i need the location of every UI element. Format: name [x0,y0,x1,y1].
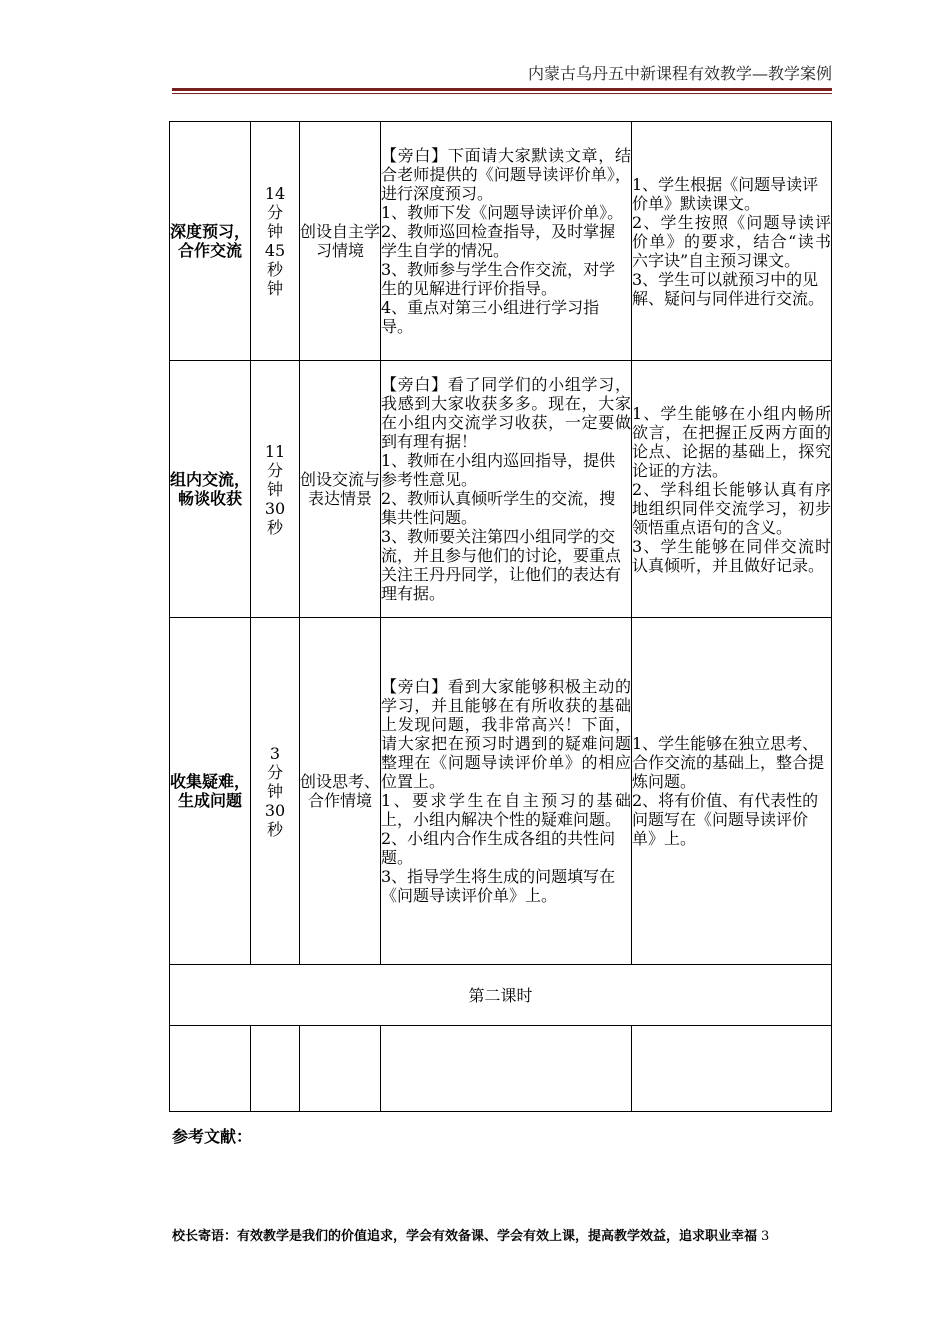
teacher-paragraph: 2、小组内合作生成各组的共性问题。 [381,829,616,867]
situation-cell: 创设自主学习情境 [300,122,381,361]
header-rule-thick [172,88,832,91]
table-row [170,122,832,361]
lesson-plan-table [169,121,832,1112]
teacher-paragraph: 3、教师参与学生合作交流，对学生的见解进行评价指导。 [381,260,616,298]
teacher-paragraph: 【旁白】看了同学们的小组学习，我感到大家收获多多。现在，大家在小组内交流学习收获，一定要做到有理有据！ [381,375,631,451]
teacher-paragraph: 【旁白】看到大家能够积极主动的学习，并且能够在有所收获的基础上发现问题，我非常高兴！下面，请大家把在预习时遇到的疑难问题整理在《问题导读评价单》的相应位置上。 [381,677,631,791]
empty-cell [632,1026,832,1112]
teacher-activity-cell [381,618,632,965]
table-row [170,361,832,618]
teacher-paragraph: 1、要求学生在自主预习的基础上，小组内解决个性的疑难问题。 [381,791,631,829]
student-paragraph: 2、学科组长能够认真有序地组织同伴交流学习，初步领悟重点语句的含义。 [632,479,831,537]
footer-motto: 校长寄语：有效教学是我们的价值追求，学会有效备课、学会有效上课，提高教学效益，追求职业幸福 [172,1229,758,1244]
table-row [170,618,832,965]
second-lesson-heading: 第二课时 [170,965,832,1026]
teacher-paragraph: 2、教师巡回检查指导，及时掌握学生自学的情况。 [381,222,616,260]
stage-cell: 组内交流，畅谈收获 [170,361,251,618]
teacher-activity-cell [381,122,632,361]
student-paragraph: 1、学生能够在小组内畅所欲言，在把握正反两方面的论点、论据的基础上，探究论证的方法。 [632,403,831,480]
time-cell: 14 分 钟 45 秒 钟 [251,122,300,361]
empty-cell [170,1026,251,1112]
page-number: 3 [761,1229,770,1244]
empty-cell [300,1026,381,1112]
teacher-paragraph: 3、教师要关注第四小组同学的交流，并且参与他们的讨论，要重点关注王丹丹同学，让他们的表达有理有据。 [381,527,622,603]
page-footer [172,1228,840,1246]
teacher-activity-cell [381,361,632,618]
teacher-paragraph: 1、教师下发《问题导读评价单》。 [381,203,624,222]
teacher-paragraph: 【旁白】下面请大家默读文章，结合老师提供的《问题导读评价单》，进行深度预习。 [381,146,631,203]
student-paragraph: 1、学生能够在独立思考、合作交流的基础上，整合提炼问题。 [632,734,825,791]
student-activity-cell [632,122,832,361]
table-row [170,1026,832,1112]
empty-cell [381,1026,632,1112]
references-label: 参考文献： [172,1127,253,1146]
empty-cell [251,1026,300,1112]
time-cell: 3 分 钟 30 秒 [251,618,300,965]
situation-cell: 创设思考、合作情境 [300,618,381,965]
stage-cell: 收集疑难，生成问题 [170,618,251,965]
student-paragraph: 3、学生能够在同伴交流时认真倾听，并且做好记录。 [632,536,831,575]
student-paragraph: 1、学生根据《问题导读评价单》默读课文。 [632,174,819,213]
time-cell: 11 分 钟 30 秒 [251,361,300,618]
student-paragraph: 2、将有价值、有代表性的问题写在《问题导读评价单》上。 [632,791,819,848]
table-row [170,965,832,1026]
teacher-paragraph: 3、指导学生将生成的问题填写在《问题导读评价单》上。 [381,867,616,905]
student-paragraph: 3、学生可以就预习中的见解、疑问与同伴进行交流。 [632,269,825,308]
student-activity-cell [632,618,832,965]
teacher-paragraph: 2、教师认真倾听学生的交流，搜集共性问题。 [381,489,616,527]
page-header: 内蒙古乌丹五中新课程有效教学—教学案例 [527,64,832,83]
student-activity-cell [632,361,832,618]
student-paragraph: 2、学生按照《问题导读评价单》的要求，结合“读书六字诀”自主预习课文。 [632,212,831,270]
header-rule-thin [172,93,832,94]
situation-cell: 创设交流与表达情景 [300,361,381,618]
stage-cell: 深度预习，合作交流 [170,122,251,361]
teacher-paragraph: 4、重点对第三小组进行学习指导。 [381,298,600,336]
teacher-paragraph: 1、教师在小组内巡回指导，提供参考性意见。 [381,451,616,489]
